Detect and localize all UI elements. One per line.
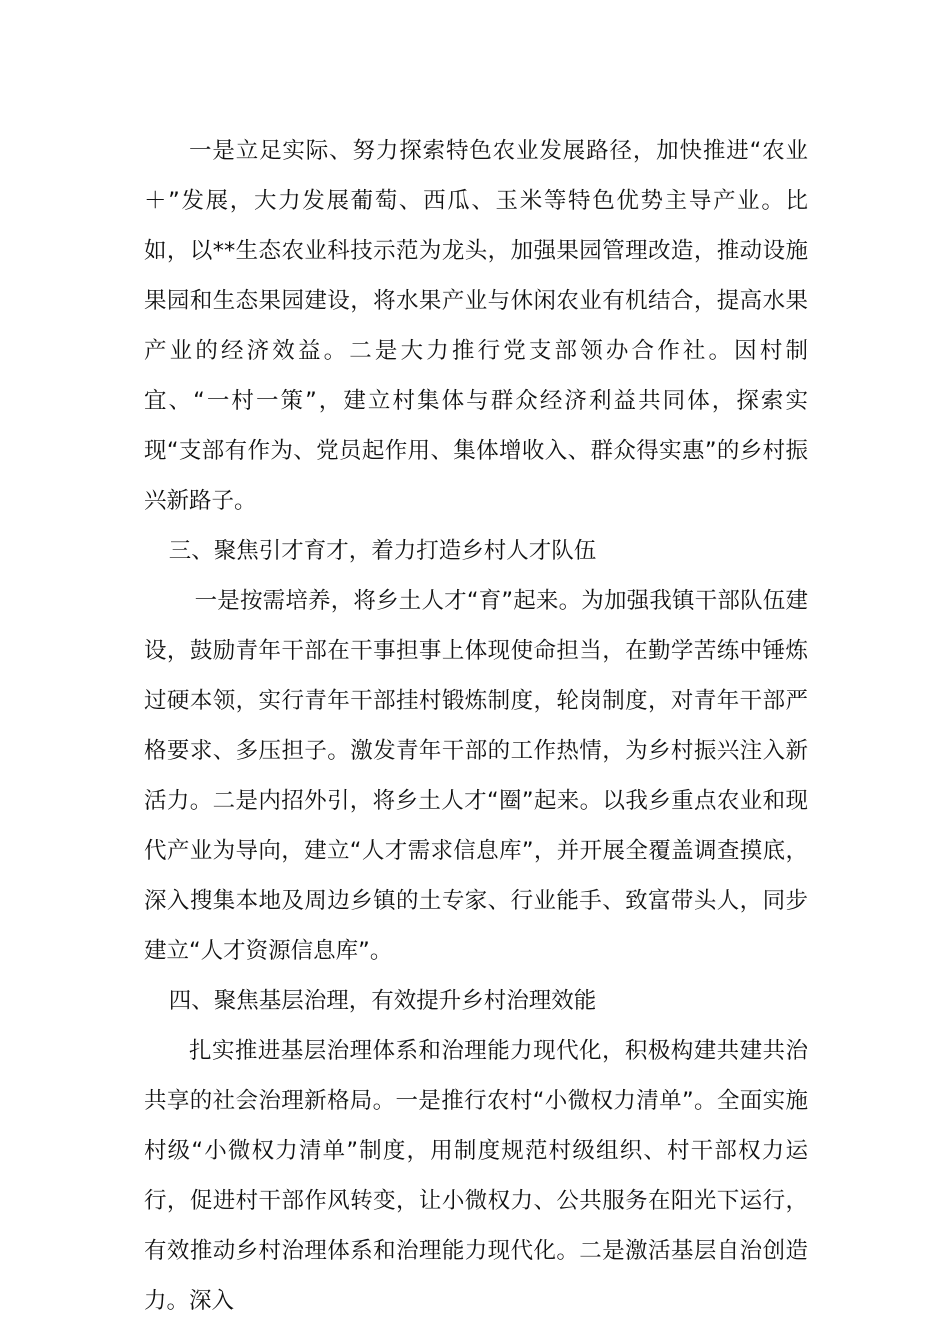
section-heading-governance: 四、聚焦基层治理，有效提升乡村治理效能: [168, 988, 597, 1014]
paragraph-talent: 一是按需培养，将乡土人才“育”起来。为加强我镇干部队伍建设，鼓励青年干部在干事担事上体现使命担当，在勤学苦练中锤炼过硬本领，实行青年干部挂村锻炼制度，轮岗制度，对青年干部严格要求、多压担子。激发青年干部的工作热情，为乡村振兴注入新活力。二是内招外引，将乡土人才“圈”起来。以我乡重点农业和现代产业为导向，建立“人才需求信息库”，并开展全覆盖调查摸底，深入搜集本地及周边乡镇的土专家、行业能手、致富带头人，同步建立“人才资源信息库”。: [144, 588, 808, 964]
section-heading-talent: 三、聚焦引才育才，着力打造乡村人才队伍: [168, 538, 597, 564]
paragraph-governance: 扎实推进基层治理体系和治理能力现代化，积极构建共建共治共享的社会治理新格局。一是推行农村“小微权力清单”。全面实施村级“小微权力清单”制度，用制度规范村级组织、村干部权力运行，促进村干部作风转变，让小微权力、公共服务在阳光下运行，有效推动乡村治理体系和治理能力现代化。二是激活基层自治创造力。深入: [144, 1038, 808, 1314]
document-body: [144, 126, 808, 1326]
paragraph-agriculture: 一是立足实际、努力探索特色农业发展路径，加快推进“农业＋”发展，大力发展葡萄、西瓜、玉米等特色优势主导产业。比如，以**生态农业科技示范为龙头，加强果园管理改造，推动设施果园和生态果园建设，将水果产业与休闲农业有机结合，提高水果产业的经济效益。二是大力推行党支部领办合作社。因村制宜、“一村一策”，建立村集体与群众经济利益共同体，探索实现“支部有作为、党员起作用、集体增收入、群众得实惠”的乡村振兴新路子。: [144, 138, 808, 514]
